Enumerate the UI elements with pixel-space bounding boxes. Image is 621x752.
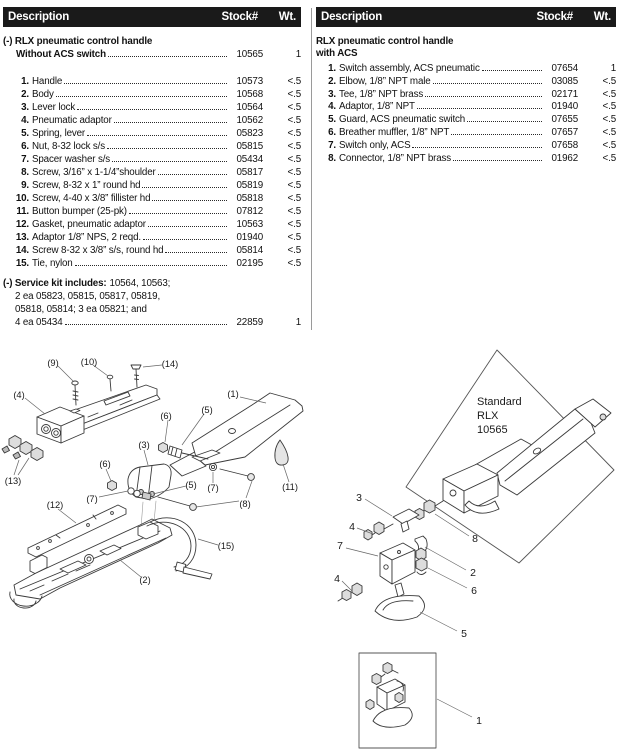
dot-leader [64,83,227,84]
table-row [316,153,616,166]
item-description: Adaptor, 1/8” NPT [339,101,415,113]
item-number: 15. [15,258,29,269]
diagram-labels [477,396,522,436]
item-description: Adaptor 1/8” NPS, 2 reqd. [32,232,141,243]
dot-leader [65,324,227,325]
item-number: 4. [328,101,336,113]
dot-leader [433,83,542,84]
item-number: 6. [21,141,29,152]
item-weight: <.5 [287,193,301,204]
item-weight: <.5 [602,75,616,87]
item-description: Screw, 4-40 x 3/8” fillister hd [32,193,151,204]
item-weight: <.5 [287,206,301,217]
header-stock: Stock# [221,11,258,23]
standard-label-line2: RLX [477,410,499,422]
item-list [316,63,616,165]
title-line [316,48,616,60]
item-description: Screw, 8-32 x 1” round hd [32,180,141,191]
dot-leader [482,70,542,71]
item-stock: 07655 [551,114,578,126]
item-stock: 01940 [236,232,263,243]
item-number: 6. [328,126,336,138]
item-number: 3. [328,88,336,100]
item-description: Connector, 1/8” NPT brass [339,152,452,164]
item-description: Handle [32,76,63,87]
callout-10: (10) [80,357,98,367]
item-stock: 05823 [236,128,263,139]
table-row [3,114,301,127]
item-stock: 07812 [236,206,263,217]
table-row [3,192,301,205]
header-description: Description [321,11,383,23]
table-row [3,166,301,179]
title-line [316,36,616,48]
callout-6b: (6) [99,459,111,469]
item-description: Button bumper (25-pk) [32,206,127,217]
callout-9: (9) [47,358,59,368]
callout-11: (11) [282,482,298,492]
item-weight: <.5 [287,180,301,191]
service-kit-weight: 1 [295,317,301,328]
title-text: Without ACS switch [16,49,106,60]
table-row [3,153,301,166]
callout-14: (14) [161,359,179,369]
service-kit-line [3,316,301,329]
item-stock: 05819 [236,180,263,191]
item-description: Tie, nylon [32,258,73,269]
title-stock: 10565 [236,49,263,60]
table-header [316,7,616,27]
item-number: 2. [21,89,29,100]
item-number: 8. [21,167,29,178]
item-number: 5. [328,114,336,126]
item-description: Tee, 1/8” NPT brass [339,88,424,100]
item-description: Gasket, pneumatic adaptor [32,219,146,230]
dot-leader [75,265,227,266]
callout-7b: (7) [207,483,219,493]
item-stock: 10564 [236,102,263,113]
item-number: 5. [21,128,29,139]
item-description: Screw, 3/16” x 1-1/4”shoulder [32,167,156,178]
item-stock: 10562 [236,115,263,126]
item-description: Nut, 8-32 lock s/s [32,141,105,152]
item-weight: 1 [610,63,616,74]
table-row [3,101,301,114]
table-title-block [3,35,301,61]
item-stock: 05815 [236,141,263,152]
item-weight: <.5 [287,219,301,230]
service-kit-line [3,303,301,316]
item-weight: <.5 [602,114,616,126]
item-stock: 03085 [551,75,578,87]
column-divider [311,8,312,330]
callout-5: 5 [461,628,467,640]
table-row [3,88,301,101]
callout-7: 7 [337,540,343,552]
dot-leader [148,226,227,227]
table-row [316,114,616,127]
service-kit-text: 4 ea 05434 [15,317,63,328]
item-stock: 05814 [236,245,263,256]
title-line [3,35,301,48]
item-description: Body [32,89,54,100]
dot-leader [87,135,227,136]
item-stock: 02171 [551,88,578,100]
callout-15: (15) [217,541,235,551]
item-number: 2. [328,75,336,87]
item-weight: <.5 [602,101,616,113]
item-number: 11. [16,206,29,217]
item-number: 9. [21,180,29,191]
table-row [3,257,301,270]
dot-leader [142,187,227,188]
dot-leader [107,148,227,149]
item-stock: 01940 [551,101,578,113]
item-stock: 05817 [236,167,263,178]
dot-leader [453,160,542,161]
item-stock: 05434 [236,154,263,165]
dot-leader [108,56,227,57]
callout-3: 3 [356,492,362,504]
callout-5a: (5) [201,405,213,415]
dot-leader [451,134,542,135]
callout-13: (13) [4,476,22,486]
exploded-view-without-acs [0,345,310,645]
dot-leader [412,147,542,148]
title-text: with ACS [316,48,358,59]
item-weight: <.5 [602,152,616,164]
callout-4: (4) [13,390,25,400]
item-weight: <.5 [287,141,301,152]
header-description: Description [8,11,70,23]
parts-table-without-acs [3,7,301,329]
table-row [3,75,301,88]
table-title-block [316,36,616,60]
item-weight: <.5 [602,139,616,151]
callout-2: (2) [139,575,151,585]
item-number: 14. [15,245,29,256]
item-number: 13. [15,232,29,243]
item-description: Switch assembly, ACS pneumatic [339,63,480,74]
header-weight: Wt. [278,11,296,23]
item-weight: <.5 [287,245,301,256]
callout-3: (3) [138,440,150,450]
service-kit-line [3,277,301,290]
item-stock: 07658 [551,139,578,151]
table-row [3,231,301,244]
item-description: Switch only, ACS [339,139,411,151]
table-row [3,140,301,153]
callout-4b: 4 [334,573,340,585]
item-description: Screw 8-32 x 3/8” s/s, round hd [32,245,164,256]
item-weight: <.5 [287,76,301,87]
table-row [316,63,616,76]
item-number: 10. [15,193,29,204]
parts-table-with-acs [316,7,616,165]
item-list [3,75,301,270]
header-weight: Wt. [593,11,611,23]
service-kit-text: 05818, 05814; 3 ea 05821; and [15,304,147,315]
dot-leader [114,122,227,123]
service-kit-text: 2 ea 05823, 05815, 05817, 05819, [15,291,161,302]
service-kit-text: 10564, 10563; [109,278,171,289]
table-row [3,205,301,218]
item-stock: 10563 [236,219,263,230]
item-number: 7. [21,154,29,165]
item-weight: <.5 [602,88,616,100]
dot-leader [112,161,227,162]
item-weight: <.5 [287,115,301,126]
item-weight: <.5 [287,232,301,243]
item-weight: <.5 [602,126,616,138]
callout-8: (8) [239,499,251,509]
callout-4a: 4 [349,521,355,533]
table-header [3,7,301,27]
item-number: 7. [328,139,336,151]
standard-label-line3: 10565 [477,424,508,436]
table-row [316,127,616,140]
item-weight: <.5 [287,102,301,113]
item-weight: <.5 [287,258,301,269]
dot-leader [56,96,227,97]
callout-1: 1 [476,715,482,727]
dot-leader [417,108,542,109]
item-stock: 05818 [236,193,263,204]
standard-label-line1: Standard [477,396,522,408]
callout-5b: (5) [185,480,197,490]
item-description: Pneumatic adaptor [32,115,112,126]
item-number: 8. [328,152,336,164]
service-kit-prefix: (-) Service kit includes: [3,278,107,289]
header-stock: Stock# [536,11,573,23]
item-description: Elbow, 1/8” NPT male [339,75,431,87]
item-description: Guard, ACS pneumatic switch [339,114,466,126]
callout-1: (1) [227,389,239,399]
table-row [3,179,301,192]
dot-leader [425,96,542,97]
dot-leader [143,239,227,240]
table-row [316,101,616,114]
item-number: 1. [21,76,29,87]
title-text: (-) RLX pneumatic control handle [3,36,153,47]
item-stock: 10573 [236,76,263,87]
callout-6a: (6) [160,411,172,421]
table-row [3,244,301,257]
item-description: Lever lock [32,102,76,113]
title-text: RLX pneumatic control handle [316,36,454,47]
dot-leader [129,213,227,214]
table-row [316,89,616,102]
item-stock: 07654 [551,63,578,74]
item-number: 12. [15,219,29,230]
item-description: Spacer washer s/s [32,154,111,165]
service-kit-stock: 22859 [236,317,263,328]
table-row [316,76,616,89]
item-weight: <.5 [287,167,301,178]
service-kit-block [3,277,301,329]
service-kit-line [3,290,301,303]
table-row [316,140,616,153]
callout-7a: (7) [86,494,98,504]
item-number: 1. [328,63,336,74]
table-row [3,218,301,231]
item-weight: <.5 [287,154,301,165]
dot-leader [467,121,542,122]
item-description: Spring, lever [32,128,86,139]
item-weight: <.5 [287,89,301,100]
callout-2: 2 [470,567,476,579]
dot-leader [165,252,227,253]
item-stock: 01962 [551,152,578,164]
callout-6: 6 [471,585,477,597]
dot-leader [77,109,227,110]
dot-leader [152,200,227,201]
line-art [338,350,614,748]
dot-leader [158,174,227,175]
callout-8: 8 [472,533,478,545]
item-stock: 02195 [236,258,263,269]
item-number: 3. [21,102,29,113]
item-number: 4. [21,115,29,126]
item-description: Breather muffler, 1/8” NPT [339,126,450,138]
item-stock: 10568 [236,89,263,100]
title-weight: 1 [295,49,301,60]
item-weight: <.5 [287,128,301,139]
callout-12: (12) [46,500,64,510]
title-line [3,48,301,61]
exploded-view-with-acs [325,345,621,752]
table-row [3,127,301,140]
item-stock: 07657 [551,126,578,138]
